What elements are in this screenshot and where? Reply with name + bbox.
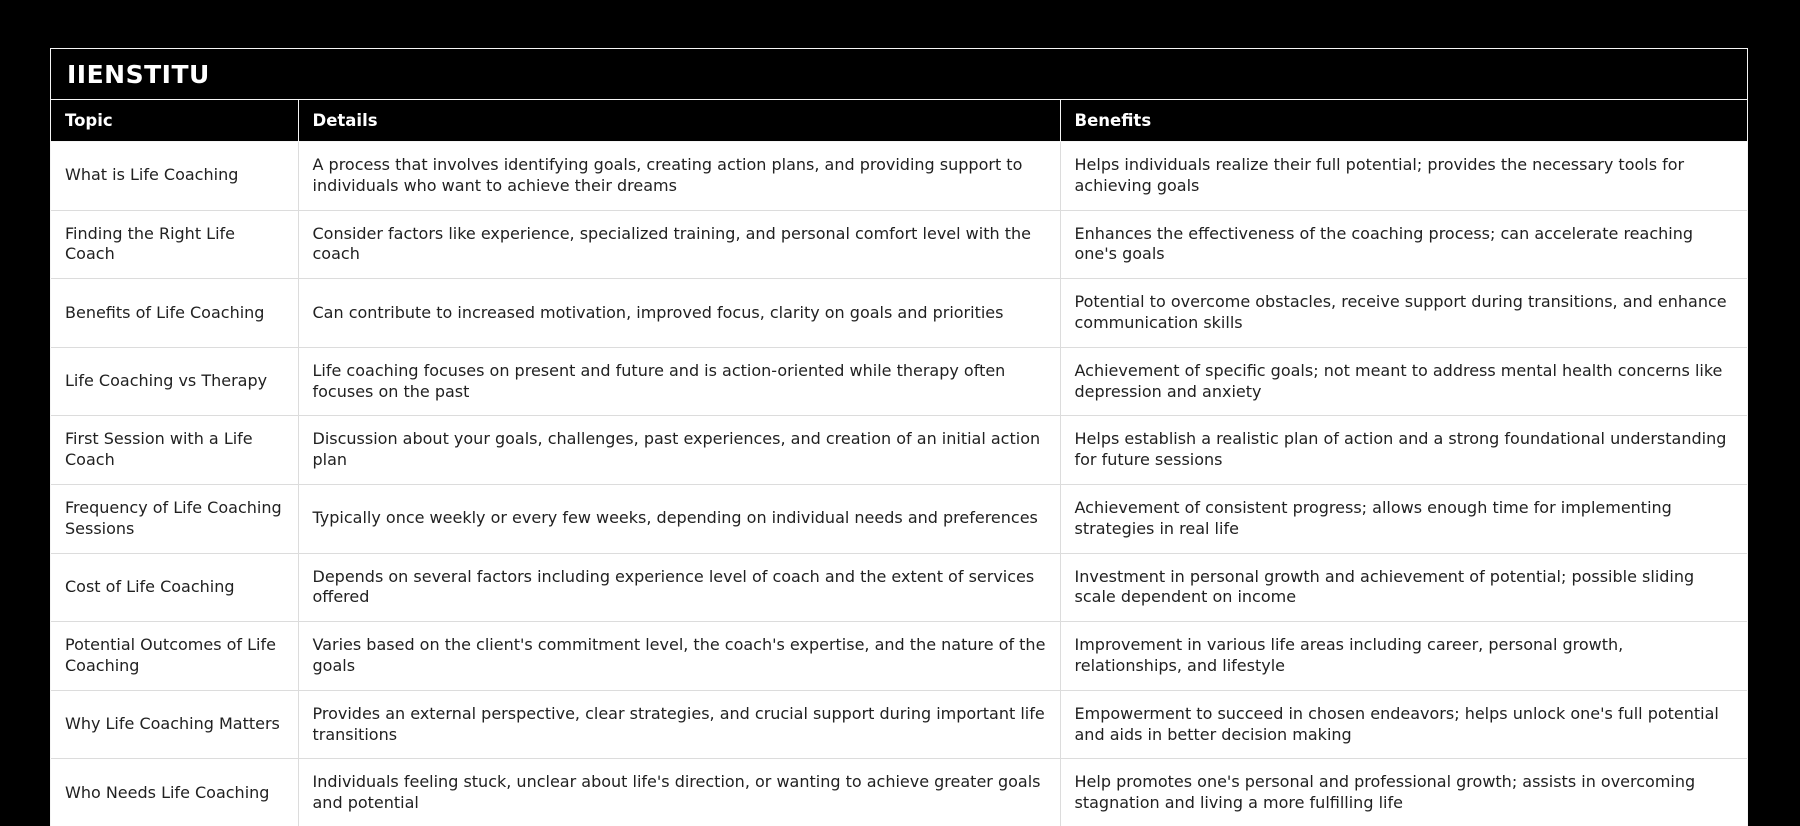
table-header-row	[51, 100, 1747, 142]
topic-cell: Finding the Right Life Coach	[51, 210, 298, 279]
brand-title: IIENSTITU	[67, 59, 210, 89]
topic-cell: Cost of Life Coaching	[51, 553, 298, 622]
table-row	[51, 210, 1747, 279]
life-coaching-table	[51, 100, 1747, 826]
benefits-cell: Achievement of specific goals; not meant to address mental health concerns like depression and anxiety	[1060, 347, 1747, 416]
table-row	[51, 622, 1747, 691]
details-cell: Discussion about your goals, challenges, past experiences, and creation of an initial action plan	[298, 416, 1060, 485]
column-header-details: Details	[298, 100, 1060, 142]
benefits-cell: Potential to overcome obstacles, receive support during transitions, and enhance communication skills	[1060, 279, 1747, 348]
benefits-cell: Enhances the effectiveness of the coaching process; can accelerate reaching one's goals	[1060, 210, 1747, 279]
topic-cell: Who Needs Life Coaching	[51, 759, 298, 826]
details-cell: Can contribute to increased motivation, improved focus, clarity on goals and priorities	[298, 279, 1060, 348]
topic-cell: Why Life Coaching Matters	[51, 690, 298, 759]
card-title-bar	[51, 49, 1747, 100]
details-cell: Typically once weekly or every few weeks, depending on individual needs and preferences	[298, 484, 1060, 553]
table-row	[51, 759, 1747, 826]
details-cell: Individuals feeling stuck, unclear about life's direction, or wanting to achieve greater goals and potential	[298, 759, 1060, 826]
benefits-cell: Helps individuals realize their full potential; provides the necessary tools for achieving goals	[1060, 142, 1747, 211]
column-header-topic: Topic	[51, 100, 298, 142]
details-cell: A process that involves identifying goals, creating action plans, and providing support to individuals who want to achieve their dreams	[298, 142, 1060, 211]
topic-cell: Benefits of Life Coaching	[51, 279, 298, 348]
topic-cell: Potential Outcomes of Life Coaching	[51, 622, 298, 691]
details-cell: Life coaching focuses on present and future and is action-oriented while therapy often focuses on the past	[298, 347, 1060, 416]
table-row	[51, 279, 1747, 348]
table-row	[51, 347, 1747, 416]
details-cell: Depends on several factors including experience level of coach and the extent of services offered	[298, 553, 1060, 622]
details-cell: Consider factors like experience, specialized training, and personal comfort level with the coach	[298, 210, 1060, 279]
benefits-cell: Empowerment to succeed in chosen endeavors; helps unlock one's full potential and aids in better decision making	[1060, 690, 1747, 759]
table-row	[51, 142, 1747, 211]
table-row	[51, 416, 1747, 485]
topic-cell: First Session with a Life Coach	[51, 416, 298, 485]
topic-cell: Life Coaching vs Therapy	[51, 347, 298, 416]
benefits-cell: Investment in personal growth and achievement of potential; possible sliding scale dependent on income	[1060, 553, 1747, 622]
coaching-table-card	[50, 48, 1748, 826]
table-row	[51, 484, 1747, 553]
topic-cell: Frequency of Life Coaching Sessions	[51, 484, 298, 553]
benefits-cell: Help promotes one's personal and professional growth; assists in overcoming stagnation and living a more fulfilling life	[1060, 759, 1747, 826]
topic-cell: What is Life Coaching	[51, 142, 298, 211]
details-cell: Varies based on the client's commitment level, the coach's expertise, and the nature of the goals	[298, 622, 1060, 691]
table-row	[51, 690, 1747, 759]
details-cell: Provides an external perspective, clear strategies, and crucial support during important life transitions	[298, 690, 1060, 759]
benefits-cell: Improvement in various life areas including career, personal growth, relationships, and lifestyle	[1060, 622, 1747, 691]
benefits-cell: Helps establish a realistic plan of action and a strong foundational understanding for future sessions	[1060, 416, 1747, 485]
benefits-cell: Achievement of consistent progress; allows enough time for implementing strategies in real life	[1060, 484, 1747, 553]
column-header-benefits: Benefits	[1060, 100, 1747, 142]
table-row	[51, 553, 1747, 622]
